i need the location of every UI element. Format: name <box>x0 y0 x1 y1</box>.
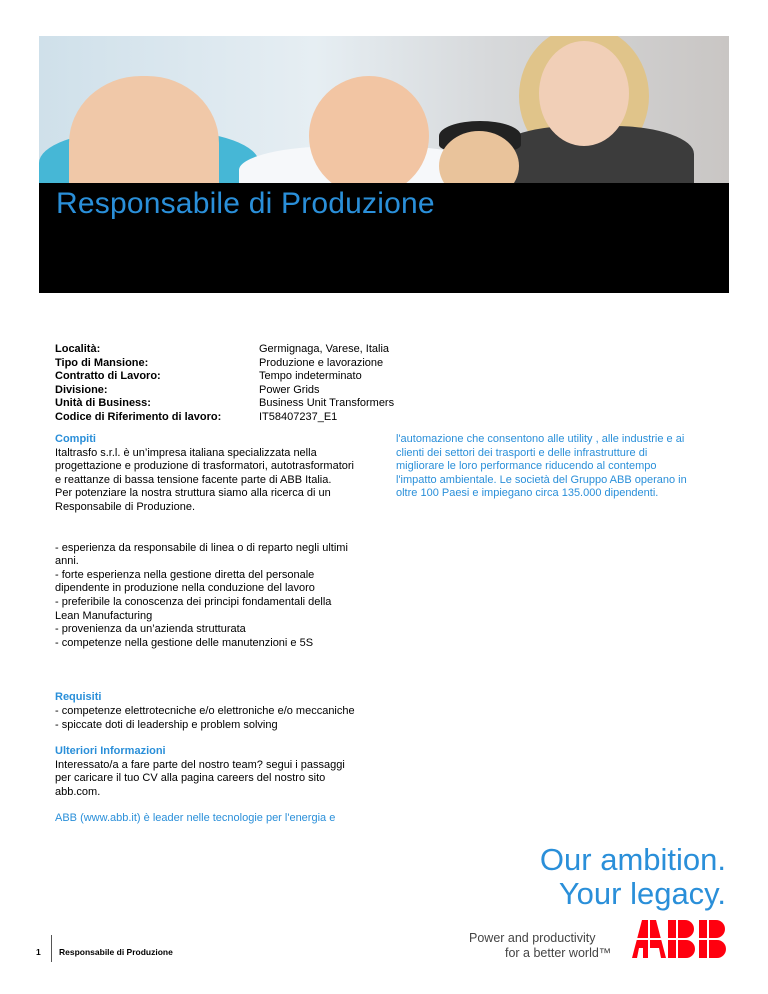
abb-description: l'automazione che consentono alle utility , alle industrie e ai clienti dei settori dei trasporti e delle infrastrutture di migliorare le loro performance riducendo al contempo l'impatto ambientale. Le società del Gruppo ABB operano in oltre 100 Paesi e impiegano circa 135.000 dipendenti. <box>396 433 687 500</box>
info-label: Tipo di Mansione: <box>55 356 149 369</box>
page-number: 1 <box>36 947 41 957</box>
info-label: Unità di Business: <box>55 397 151 410</box>
header-photo <box>39 36 729 183</box>
job-info-table <box>55 343 394 425</box>
info-value: Power Grids <box>259 383 320 396</box>
compiti-heading: Compiti <box>55 433 96 445</box>
compiti-list: - esperienza da responsabile di linea o di reparto negli ultimi anni. - forte esperienza nella gestione diretta del personale dipendente in produzione nella conduzione del lavoro - preferibile la conoscenza dei principi fondamentali della Lean Manufacturing - provenienza da un’azienda strutturata - competenze nella gestione delle manutenzioni e 5S <box>55 541 348 649</box>
info-label: Divisione: <box>55 383 108 396</box>
info-value: Tempo indeterminato <box>259 370 362 383</box>
requisiti-heading: Requisiti <box>55 691 102 704</box>
info-label: Codice di Riferimento di lavoro: <box>55 410 222 423</box>
page-title: Responsabile di Produzione <box>56 187 435 220</box>
abb-intro-text: ABB (www.abb.it) è leader nelle tecnologie per l'energia e <box>55 812 336 825</box>
info-value: Business Unit Transformers <box>259 397 395 410</box>
info-value: Germignaga, Varese, Italia <box>259 343 390 355</box>
requisiti-text: - competenze elettrotecniche e/o elettroniche e/o meccaniche - spiccate doti di leadership e problem solving <box>55 704 355 731</box>
info-row <box>55 370 394 384</box>
info-row <box>55 343 394 357</box>
footer-divider <box>51 935 52 962</box>
info-row <box>55 384 394 398</box>
info-row <box>55 397 394 411</box>
slogan <box>540 843 726 911</box>
info-value: Produzione e lavorazione <box>259 356 384 369</box>
tagline-line-2: for a better world™ <box>505 946 612 960</box>
footer-title: Responsabile di Produzione <box>59 947 173 957</box>
tagline-line-1: Power and productivity <box>469 931 596 945</box>
slogan-line-1: Our ambition. <box>539 842 726 877</box>
left-column <box>55 433 375 826</box>
slogan-line-2: Your legacy. <box>558 876 726 911</box>
info-value: IT58407237_E1 <box>259 410 338 423</box>
abb-tagline <box>469 931 624 961</box>
right-column <box>396 433 716 501</box>
abb-logo-icon <box>632 920 729 958</box>
info-label: Località: <box>55 343 101 355</box>
info-row <box>55 357 394 371</box>
compiti-intro: Italtrasfo s.r.l. è un’impresa italiana specializzata nella progettazione e produzione di trasformatori, autotrasformatori e reattanze di bassa tensione facente parte di ABB Italia. Per potenziare la nostra struttura siamo alla ricerca di un Responsabile di Produzione. <box>55 446 354 513</box>
ulteriori-heading: Ulteriori Informazioni <box>55 745 166 758</box>
title-band <box>39 183 729 293</box>
ulteriori-text: Interessato/a a fare parte del nostro team? segui i passaggi per caricare il tuo CV alla pagina careers del nostro sito abb.com. <box>55 758 345 798</box>
info-row <box>55 411 394 425</box>
info-label: Contratto di Lavoro: <box>55 370 161 383</box>
